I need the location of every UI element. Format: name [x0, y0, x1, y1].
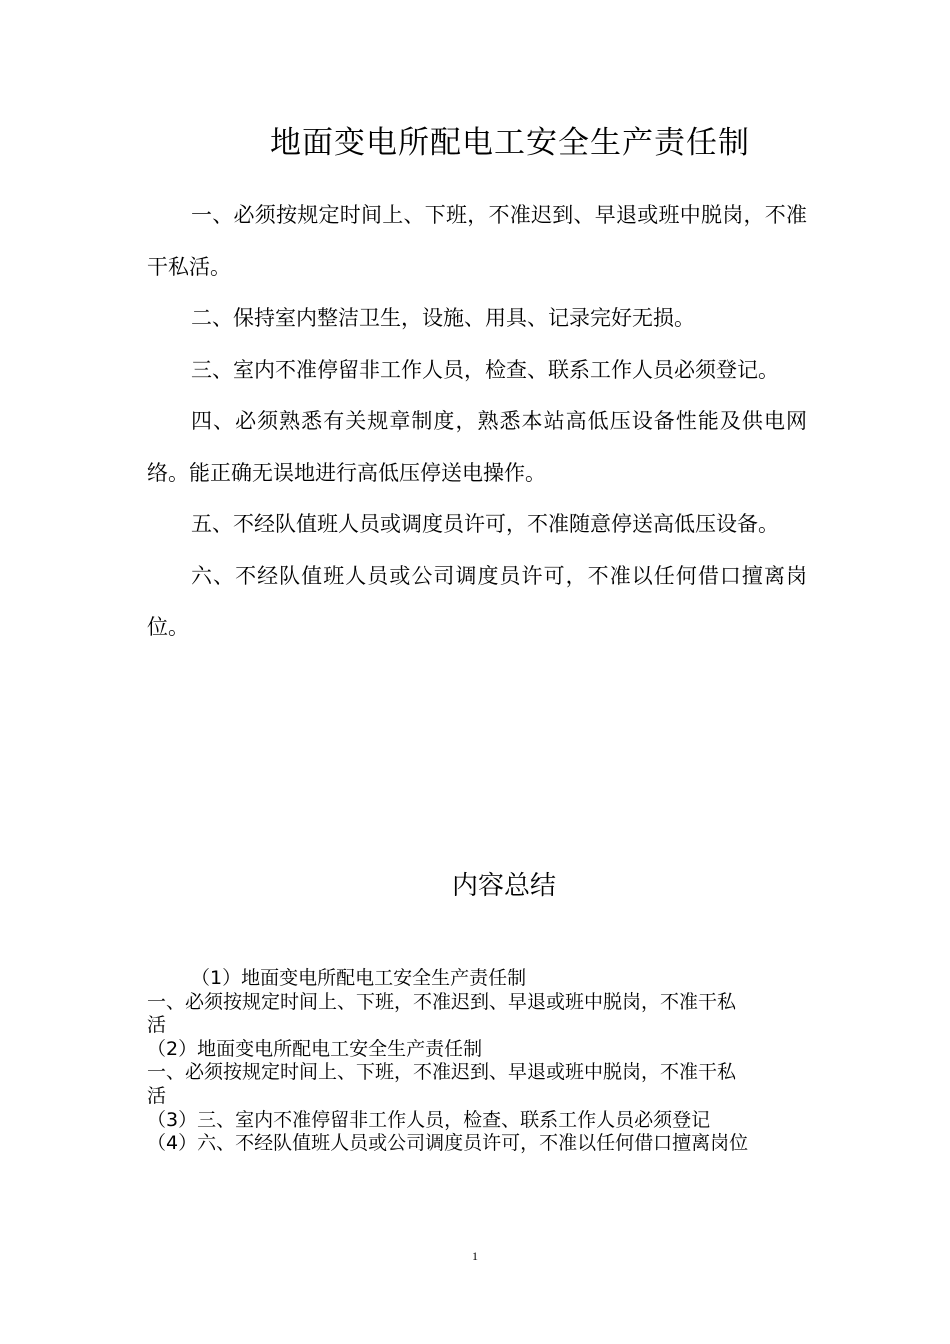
summary-title: 内容总结	[451, 871, 556, 901]
summary-line: （3）三、室内不准停留非工作人员，检查、联系工作人员必须登记	[147, 1108, 711, 1131]
rule-item-3: 三、室内不准停留非工作人员，检查、联系工作人员必须登记。	[191, 357, 779, 382]
rule-item-4: 四、必须熟悉有关规章制度，熟悉本站高低压设备性能及供电网络。能正确无误地进行高低压停送电操作。	[147, 409, 807, 485]
summary-line: 活	[147, 1084, 167, 1107]
summary-list	[147, 967, 807, 1156]
rules-list	[147, 190, 807, 654]
rule-item-6: 六、不经队值班人员或公司调度员许可，不准以任何借口擅离岗位。	[147, 563, 807, 639]
rule-item-5: 五、不经队值班人员或调度员许可，不准随意停送高低压设备。	[191, 512, 779, 536]
document-title: 地面变电所配电工安全生产责任制	[270, 125, 750, 161]
summary-line: 活	[147, 1014, 167, 1037]
summary-line: （1）地面变电所配电工安全生产责任制	[191, 967, 527, 989]
page-number: 1	[472, 1249, 478, 1263]
summary-line: （4）六、不经队值班人员或公司调度员许可，不准以任何借口擅离岗位	[147, 1132, 749, 1155]
summary-line: 一、必须按规定时间上、下班，不准迟到、早退或班中脱岗，不准干私	[147, 990, 737, 1013]
rule-item-2: 二、保持室内整洁卫生，设施、用具、记录完好无损。	[191, 306, 695, 330]
rule-item-1: 一、必须按规定时间上、下班，不准迟到、早退或班中脱岗，不准干私活。	[147, 203, 807, 279]
summary-line: 一、必须按规定时间上、下班，不准迟到、早退或班中脱岗，不准干私	[147, 1061, 737, 1084]
summary-line: （2）地面变电所配电工安全生产责任制	[147, 1037, 483, 1060]
